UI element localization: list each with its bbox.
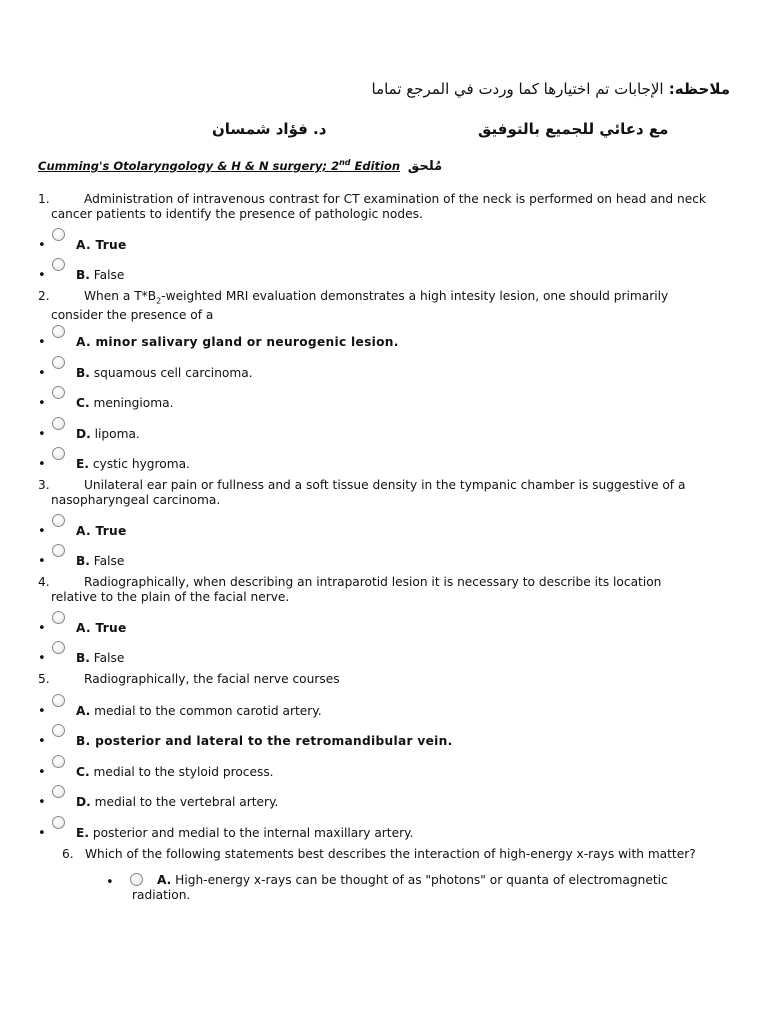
radio-button[interactable]: [52, 228, 65, 241]
radio-button[interactable]: [52, 724, 65, 737]
radio-button[interactable]: [52, 356, 65, 369]
note-line: [372, 80, 731, 98]
option-2e[interactable]: • E. cystic hygroma.: [38, 455, 48, 473]
author-signature: د. فؤاد شمسان: [212, 120, 327, 138]
option-1b[interactable]: • B. False: [38, 266, 48, 284]
radio-button[interactable]: [52, 386, 65, 399]
radio-button[interactable]: [52, 514, 65, 527]
radio-button[interactable]: [52, 611, 65, 624]
option-5c[interactable]: • C. medial to the styloid process.: [38, 763, 48, 781]
question-2: 2. When a $T*B_2$-weighted MRI evaluation demonstrates a high intesity lesion, one should primarily consider the presence of a: [38, 289, 669, 323]
option-2a[interactable]: • A. minor salivary gland or neurogenic lesion.: [38, 333, 48, 351]
option-5e[interactable]: • E. posterior and medial to the internal maxillary artery.: [38, 824, 48, 842]
appendix-label: مُلحق: [407, 158, 443, 174]
option-6a[interactable]: • A. High-energy x-rays can be thought of as "photons" or quanta of electromagnetic radiation.: [106, 873, 668, 902]
option-4a[interactable]: • A. True: [38, 619, 48, 637]
option-4b[interactable]: • B. False: [38, 649, 48, 667]
note-label: ملاحظه:: [668, 80, 730, 98]
radio-button[interactable]: [130, 873, 143, 886]
radio-button[interactable]: [52, 755, 65, 768]
option-2c[interactable]: • C. meningioma.: [38, 394, 48, 412]
radio-button[interactable]: [52, 417, 65, 430]
option-5b[interactable]: • B. posterior and lateral to the retromandibular vein.: [38, 732, 48, 750]
question-5: 5. Radiographically, the facial nerve courses: [38, 672, 340, 686]
question-6: 6. Which of the following statements best describes the interaction of high-energy x-rays with matter?: [62, 847, 696, 861]
question-3: 3. Unilateral ear pain or fullness and a soft tissue density in the tympanic chamber is suggestive of a nasopharyngeal carcinoma.: [38, 478, 686, 507]
radio-button[interactable]: [52, 641, 65, 654]
radio-button[interactable]: [52, 447, 65, 460]
question-1: 1. Administration of intravenous contrast for CT examination of the neck is performed on head and neck cancer patients to identify the presence of pathologic nodes.: [38, 192, 706, 221]
option-3a[interactable]: • A. True: [38, 522, 48, 540]
radio-button[interactable]: [52, 816, 65, 829]
option-1a[interactable]: • A. True: [38, 236, 48, 254]
note-text: الإجابات تم اختيارها كما وردت في المرجع تماما: [371, 80, 664, 98]
option-5d[interactable]: • D. medial to the vertebral artery.: [38, 793, 48, 811]
radio-button[interactable]: [52, 544, 65, 557]
option-3b[interactable]: • B. False: [38, 552, 48, 570]
radio-button[interactable]: [52, 325, 65, 338]
radio-button[interactable]: [52, 694, 65, 707]
question-text: Administration of intravenous contrast for CT examination of the neck is performed on head and neck: [84, 192, 706, 206]
book-title: Cumming's Otolaryngology & H & N surgery; 2nd Edition: [38, 158, 401, 173]
reference-line: [38, 158, 442, 174]
radio-button[interactable]: [52, 258, 65, 271]
question-4: 4. Radiographically, when describing an intraparotid lesion it is necessary to describe its location relative to the plain of the facial nerve.: [38, 575, 662, 604]
option-5a[interactable]: • A. medial to the common carotid artery.: [38, 702, 48, 720]
option-2b[interactable]: • B. squamous cell carcinoma.: [38, 364, 48, 382]
option-2d[interactable]: • D. lipoma.: [38, 425, 48, 443]
wishes-text: مع دعائي للجميع بالتوفيق: [478, 120, 669, 138]
radio-button[interactable]: [52, 785, 65, 798]
